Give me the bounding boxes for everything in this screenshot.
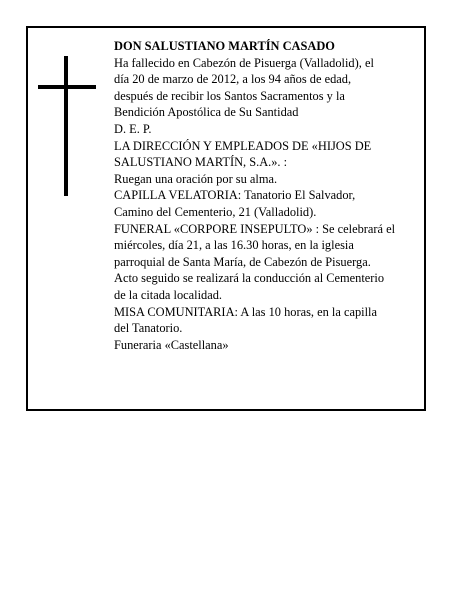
obituary-text [114, 38, 432, 353]
notice-line: parroquial de Santa María, de Cabezón de Pisuerga. [114, 254, 371, 269]
notice-line: día 20 de marzo de 2012, a los 94 años de edad, [114, 72, 352, 87]
notice-line: miércoles, día 21, a las 16.30 horas, en la iglesia [114, 238, 354, 253]
deceased-name: DON SALUSTIANO MARTÍN CASADO [114, 39, 335, 53]
notice-line: Ruegan una oración por su alma. [114, 171, 278, 186]
notice-line: de la citada localidad. [114, 287, 223, 302]
notice-line: LA DIRECCIÓN Y EMPLEADOS DE «HIJOS DE [114, 138, 372, 153]
notice-line: Camino del Cementerio, 21 (Valladolid). [114, 204, 317, 219]
rip-line: D. E. P. [114, 121, 152, 136]
notice-line: del Tanatorio. [114, 321, 183, 336]
notice-line: Bendición Apostólica de Su Santidad [114, 105, 299, 120]
funeral-home-line: Funeraria «Castellana» [114, 337, 229, 352]
notice-line: CAPILLA VELATORIA: Tanatorio El Salvador, [114, 188, 356, 203]
cross-vertical-bar [64, 56, 68, 196]
notice-line: SALUSTIANO MARTÍN, S.A.». : [114, 155, 288, 170]
notice-line: FUNERAL «CORPORE INSEPULTO» : Se celebrará el [114, 221, 396, 236]
notice-line: después de recibir los Santos Sacramentos y la [114, 88, 345, 103]
notice-line: Ha fallecido en Cabezón de Pisuerga (Valladolid), el [114, 55, 374, 70]
cross-horizontal-bar [38, 85, 96, 89]
notice-line: MISA COMUNITARIA: A las 10 horas, en la capilla [114, 304, 377, 319]
notice-line: Acto seguido se realizará la conducción al Cementerio [114, 271, 385, 286]
